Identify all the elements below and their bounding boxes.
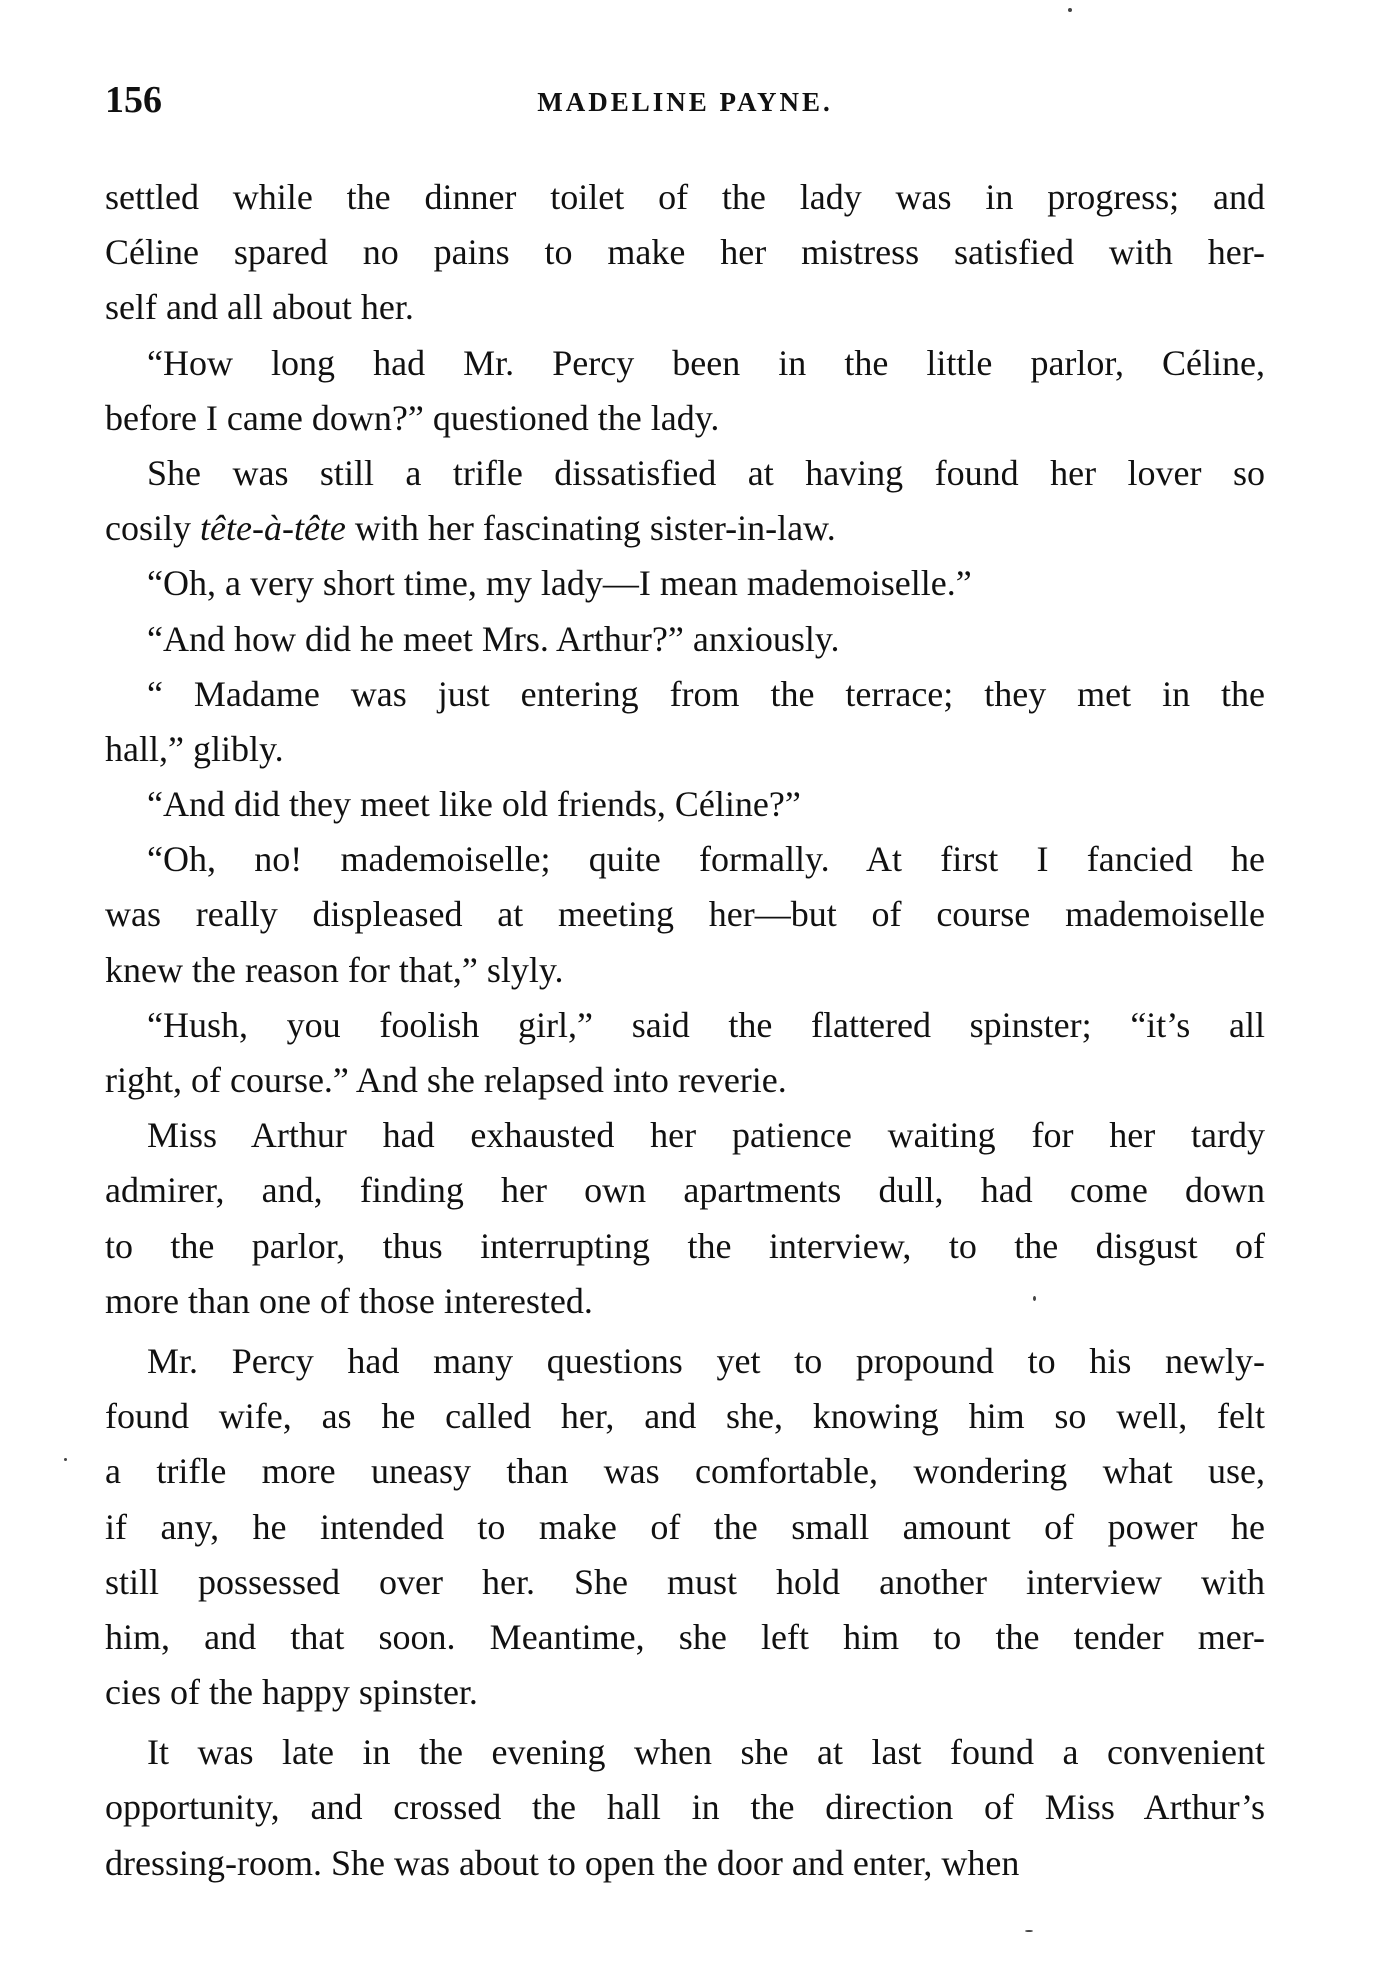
text-line: It was late in the evening when she at last found a convenient [147, 1732, 1265, 1773]
text-line: “How long had Mr. Percy been in the little parlor, Céline, [147, 342, 1265, 383]
text-line: was really displeased at meeting her—but of course mademoiselle [105, 894, 1265, 935]
text-line: a trifle more uneasy than was comfortable, wondering what use, [105, 1451, 1265, 1492]
text-line: right, of course.” And she relapsed into reverie. [105, 1060, 787, 1100]
text-line: hall,” glibly. [105, 728, 284, 769]
text-line: “Hush, you foolish girl,” said the flattered spinster; “it’s all [147, 1004, 1265, 1045]
text-line: Miss Arthur had exhausted her patience waiting for her tardy [147, 1115, 1265, 1156]
text-line: “ Madame was just entering from the terrace; they met in the [147, 673, 1265, 714]
text-line: admirer, and, finding her own apartments dull, had come down [105, 1170, 1265, 1211]
text-line: Céline spared no pains to make her mistress satisfied with her- [105, 232, 1265, 273]
text-line-with-italic [105, 501, 1265, 556]
text-line: found wife, as he called her, and she, knowing him so well, felt [105, 1396, 1265, 1437]
text-line: if any, he intended to make of the small amount of power he [105, 1506, 1265, 1547]
body-text [105, 170, 1265, 1891]
text-line: more than one of those interested. [105, 1280, 593, 1321]
text-line: Mr. Percy had many questions yet to propound to his newly- [147, 1340, 1265, 1381]
text-line: dressing-room. She was about to open the door and enter, when [105, 1842, 1020, 1883]
text-line: to the parlor, thus interrupting the interview, to the disgust of [105, 1225, 1265, 1266]
ink-speck [1068, 8, 1072, 12]
text-fragment: with her fascinating sister-in-law. [345, 508, 836, 549]
page-header [105, 70, 1265, 130]
italic-phrase: tête-à-tête [200, 508, 346, 549]
ink-speck [64, 1458, 67, 1461]
ink-speck [1025, 1930, 1033, 1932]
running-title: MADELINE PAYNE. [537, 87, 833, 117]
text-fragment: cosily [105, 508, 200, 549]
text-line: “And how did he meet Mrs. Arthur?” anxiously. [147, 618, 840, 659]
text-line: “Oh, a very short time, my lady—I mean mademoiselle.” [147, 563, 972, 604]
text-line: “And did they meet like old friends, Céline?” [147, 784, 801, 825]
page-number: 156 [105, 79, 162, 121]
text-line: him, and that soon. Meantime, she left him to the tender mer- [105, 1616, 1265, 1657]
text-line: opportunity, and crossed the hall in the direction of Miss Arthur’s [105, 1787, 1265, 1828]
text-line: self and all about her. [105, 287, 414, 328]
text-line: settled while the dinner toilet of the lady was in progress; and [105, 177, 1265, 217]
text-line: cies of the happy spinster. [105, 1672, 478, 1713]
text-line: knew the reason for that,” slyly. [105, 949, 564, 990]
text-line: She was still a trifle dissatisfied at having found her lover so [147, 452, 1265, 493]
text-line: before I came down?” questioned the lady. [105, 397, 720, 438]
ink-speck [1033, 1296, 1036, 1301]
text-line: “Oh, no! mademoiselle; quite formally. At first I fancied he [147, 839, 1265, 880]
text-line: still possessed over her. She must hold another interview with [105, 1561, 1265, 1602]
